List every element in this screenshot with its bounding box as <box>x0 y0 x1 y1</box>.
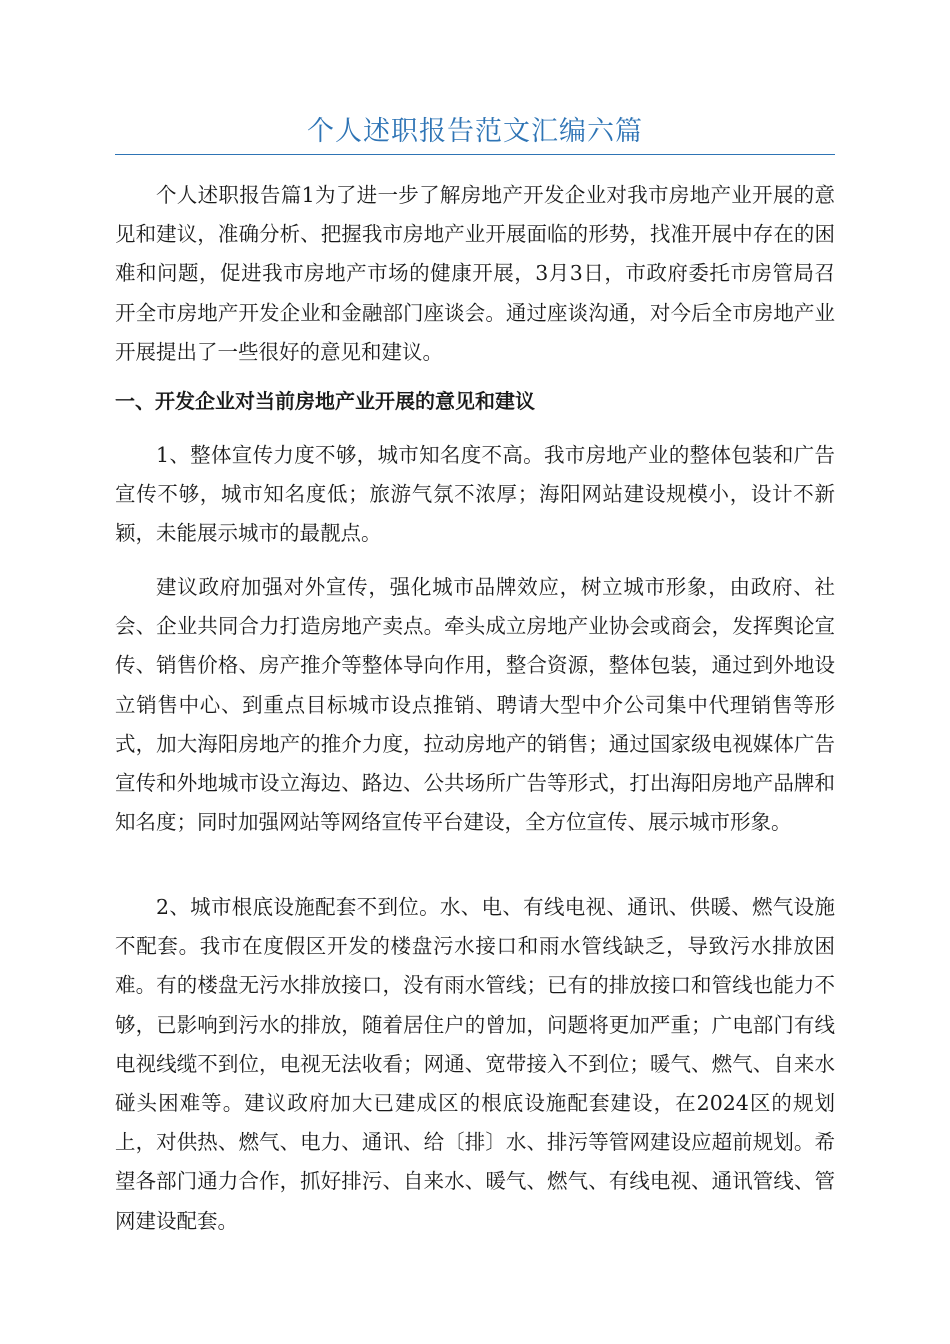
title-underline <box>115 154 835 155</box>
point-2-paragraph: 2、城市根底设施配套不到位。水、电、有线电视、通讯、供暖、燃气设施不配套。我市在度假区开发的楼盘污水接口和雨水管线缺乏，导致污水排放困难。有的楼盘无污水排放接口，没有雨水管线；已有的排放接口和管线也能力不够，已影响到污水的排放，随着居住户的曾加，问题将更加严重；广电部门有线电视线缆不到位，电视无法收看；网通、宽带接入不到位；暖气、燃气、自来水碰头困难等。建议政府加大已建成区的根底设施配套建设，在2024区的规划上，对供热、燃气、电力、通讯、给〔排〕水、排污等管网建设应超前规划。希望各部门通力合作，抓好排污、自来水、暖气、燃气、有线电视、通讯管线、管网建设配套。 <box>115 895 835 1233</box>
point-1-suggestion-paragraph: 建议政府加强对外宣传，强化城市品牌效应，树立城市形象，由政府、社会、企业共同合力打造房地产卖点。牵头成立房地产业协会或商会，发挥舆论宣传、销售价格、房产推介等整体导向作用，整合资源，整体包装，通过到外地设立销售中心、到重点目标城市设点推销、聘请大型中介公司集中代理销售等形式，加大海阳房地产的推介力度，拉动房地产的销售；通过国家级电视媒体广告宣传和外地城市设立海边、路边、公共场所广告等形式，打出海阳房地产品牌和知名度；同时加强网站等网络宣传平台建设，全方位宣传、展示城市形象。 <box>115 575 835 835</box>
document-title: 个人述职报告范文汇编六篇 <box>307 116 643 147</box>
intro-paragraph: 个人述职报告篇1为了进一步了解房地产开发企业对我市房地产业开展的意见和建议，准确分析、把握我市房地产业开展面临的形势，找准开展中存在的困难和问题，促进我市房地产市场的健康开展，3月3日，市政府委托市房管局召开全市房地产开发企业和金融部门座谈会。通过座谈沟通，对今后全市房地产业开展提出了一些很好的意见和建议。 <box>115 183 835 364</box>
point-1-paragraph: 1、整体宣传力度不够，城市知名度不高。我市房地产业的整体包装和广告宣传不够，城市知名度低；旅游气氛不浓厚；海阳网站建设规模小，设计不新颖，未能展示城市的最靓点。 <box>115 443 835 546</box>
section-heading: 一、开发企业对当前房地产业开展的意见和建议 <box>115 389 535 413</box>
